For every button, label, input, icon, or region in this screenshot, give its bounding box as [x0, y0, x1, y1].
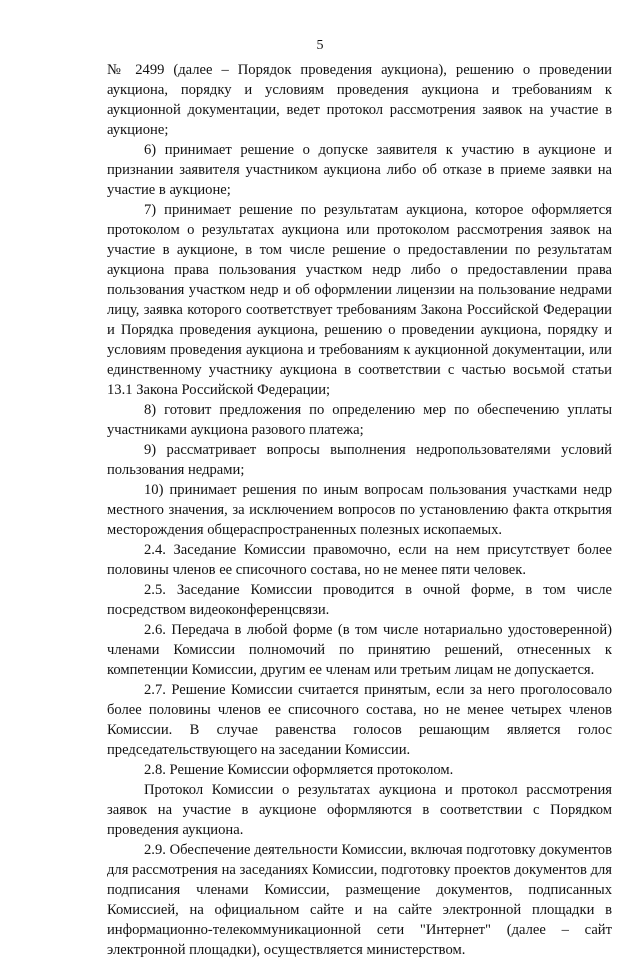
paragraph-protocol: Протокол Комиссии о результатах аукциона и протокол рассмотрения заявок на участие в аукционе оформляются в соответствии с Порядком проведения аукциона.: [107, 782, 612, 838]
paragraph-2-9: 2.9. Обеспечение деятельности Комиссии, включая подготовку документов для рассмотрения на заседаниях Комиссии, подготовку проектов документов для подписания членами Комиссии, размещение документов, подписанных Комиссией, на официальном сайте и на сайте электронной площадки в информационно-телекоммуникационной сети "Интернет" (далее – сайт электронной площадки), осуществляется министерством.: [107, 842, 612, 958]
paragraph-item-10: 10) принимает решения по иным вопросам пользования участками недр местного значения, за исключением вопросов по установлению факта открытия месторождения общераспространенных полезных ископаемых.: [107, 482, 612, 538]
paragraph-2-6: 2.6. Передача в любой форме (в том числе нотариально удостоверенной) членами Комиссии полномочий по принятию решений, отнесенных к компетенции Комиссии, другим ее членам или третьим лицам не допускается.: [107, 622, 612, 678]
paragraph-item-9: 9) рассматривает вопросы выполнения недропользователями условий пользования недрами;: [107, 442, 612, 478]
paragraph-item-8: 8) готовит предложения по определению мер по обеспечению уплаты участниками аукциона разового платежа;: [107, 402, 612, 438]
paragraph-2-4: 2.4. Заседание Комиссии правомочно, если на нем присутствует более половины членов ее списочного состава, но не менее пяти человек.: [107, 542, 612, 578]
paragraph-2-8: 2.8. Решение Комиссии оформляется протоколом.: [144, 762, 454, 778]
paragraph-2-5: 2.5. Заседание Комиссии проводится в очной форме, в том числе посредством видеоконференцсвязи.: [107, 582, 612, 618]
page-number: 5: [316, 38, 324, 53]
paragraph-2-7: 2.7. Решение Комиссии считается принятым, если за него проголосовало более половины членов ее списочного состава, но не менее четырех членов Комиссии. В случае равенства голосов решающим является голос председательствующего на заседании Комиссии.: [107, 682, 612, 758]
paragraph-continuation: № 2499 (далее – Порядок проведения аукциона), решению о проведении аукциона, порядку и условиям проведения аукциона и требованиям к аукционной документации, ведет протокол рассмотрения заявок на участие в аукционе;: [107, 62, 612, 138]
paragraph-item-7: 7) принимает решение по результатам аукциона, которое оформляется протоколом о результатах аукциона или протоколом рассмотрения заявок на участие в аукционе, в том числе решение о предоставлении по результатам аукциона права пользования участком недр либо о предоставлении права пользования участком недр и об оформлении лицензии на пользование недрами лицу, заявка которого соответствует требованиям Закона Российской Федерации и Порядка проведения аукциона, решению о проведении аукциона, порядку и условиям проведения аукциона и требованиям к аукционной документации, или единственному участнику аукциона в соответствии с частью восьмой статьи 13.1 Закона Российской Федерации;: [107, 202, 612, 398]
paragraph-item-6: 6) принимает решение о допуске заявителя к участию в аукционе и признании заявителя участником аукциона либо об отказе в приеме заявки на участие в аукционе;: [107, 142, 612, 198]
document-body: [107, 60, 612, 960]
